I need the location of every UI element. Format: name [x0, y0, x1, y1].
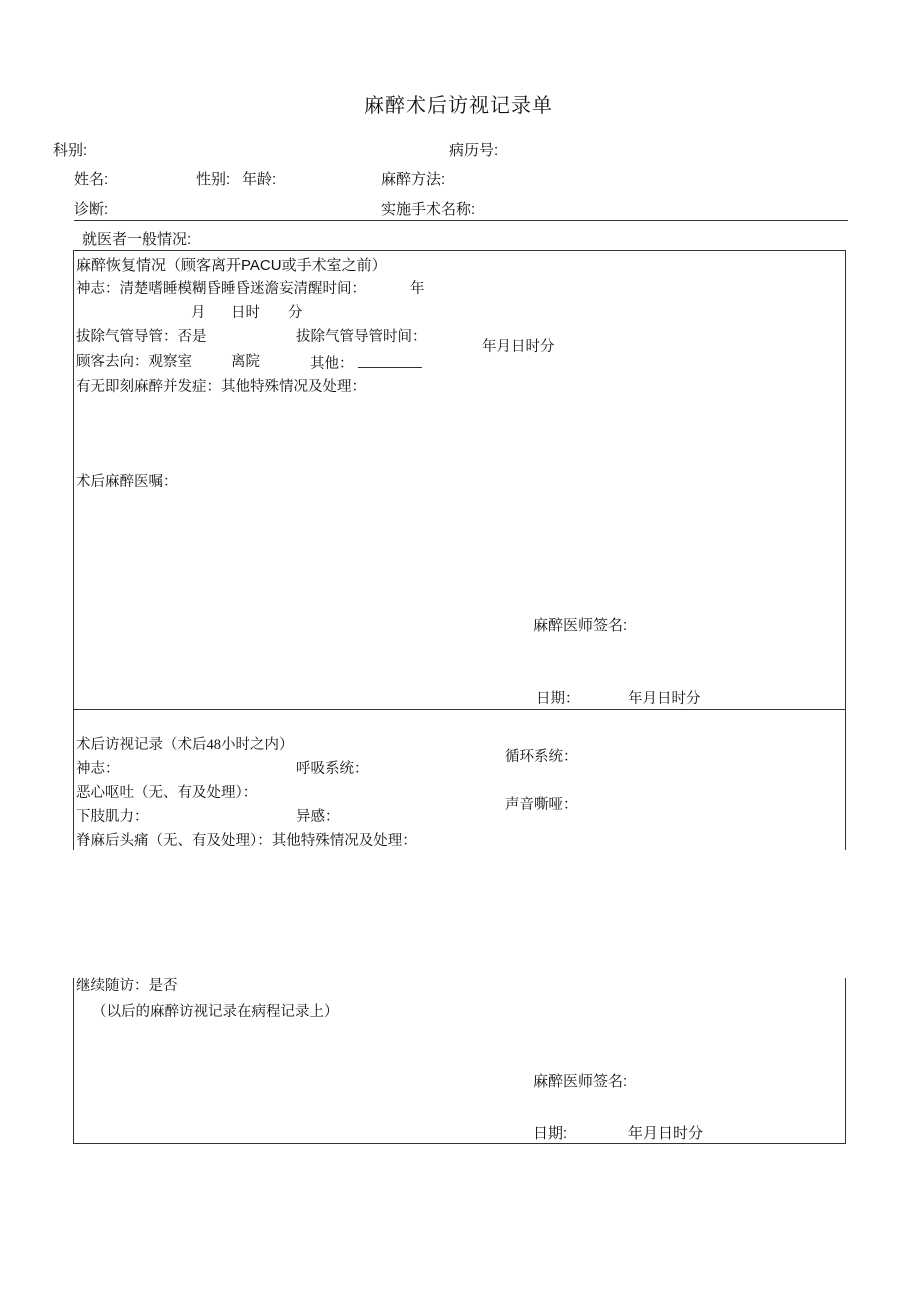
- recovery-box-left: [73, 250, 74, 710]
- recovery-signature-label: 麻醉医师签名:: [533, 617, 628, 634]
- nausea-label: 恶心呕吐（无、有及处理）：: [76, 785, 258, 801]
- page-title: 麻醉术后访视记录单: [364, 95, 553, 117]
- destination-line: 顾客去向：观察室: [76, 354, 192, 370]
- hoarseness-label: 声音嘶哑：: [505, 797, 578, 813]
- wake-day-hour: 日时: [231, 305, 260, 321]
- continue-box-right: [845, 978, 846, 1144]
- continue-followup-label: 继续随访：是否: [76, 978, 178, 994]
- recovery-box-bottom: [73, 709, 846, 710]
- wake-year: 年: [410, 281, 425, 297]
- destination-other: [310, 355, 422, 372]
- complications-line: 有无即刻麻醉并发症：其他特殊情况及处理：: [76, 379, 366, 395]
- consciousness-line: 神志：清楚嗜睡模糊昏睡昏迷澹妄清醒时间：: [76, 281, 366, 297]
- header-divider: [74, 220, 848, 221]
- age-label: 年龄:: [242, 171, 277, 188]
- limb-strength-label: 下肢肌力：: [76, 809, 149, 825]
- recovery-date-label: 日期：: [536, 691, 580, 707]
- followup-heading: 术后访视记录（术后48小时之内）: [76, 737, 294, 753]
- followup-box-left: [73, 710, 74, 850]
- headache-label: 脊麻后头痛（无、有及处理）：其他特殊情况及处理：: [76, 833, 417, 849]
- recovery-date-value: 年月日时分: [628, 691, 701, 707]
- destination-other-blank[interactable]: [358, 355, 422, 368]
- extubation-time-label: 拔除气管导管时间：: [296, 329, 427, 345]
- wake-month: 月: [191, 305, 206, 321]
- wake-minute: 分: [288, 305, 303, 321]
- patient-name-label: 姓名:: [74, 171, 109, 188]
- followup-consciousness-label: 神志：: [76, 761, 120, 777]
- diagnosis-label: 诊断:: [74, 201, 109, 218]
- extubation-datetime: 年月日时分: [482, 339, 555, 355]
- continue-signature-label: 麻醉医师签名:: [533, 1073, 628, 1090]
- record-number-label: 病历号:: [449, 142, 499, 159]
- followup-box-right: [845, 710, 846, 850]
- circulation-label: 循环系统：: [505, 749, 578, 765]
- destination-other-label: 其他：: [310, 356, 354, 372]
- recovery-box-right: [845, 250, 846, 710]
- continue-date-value: 年月日时分: [628, 1125, 704, 1142]
- general-condition-label: 就医者一般情况:: [82, 231, 192, 248]
- anesthesia-method-label: 麻醉方法:: [381, 171, 446, 188]
- destination-discharge: 离院: [231, 354, 260, 370]
- recovery-box-top: [73, 250, 846, 251]
- continue-date-label: 日期:: [533, 1125, 568, 1142]
- abnormal-sensation-label: 异感：: [296, 809, 340, 825]
- continue-followup-note: （以后的麻醉访视记录在病程记录上）: [92, 1004, 339, 1020]
- continue-box-left: [73, 978, 74, 1144]
- respiratory-label: 呼吸系统：: [296, 761, 369, 777]
- extubation-line: 拔除气管导管：否是: [76, 329, 207, 345]
- postop-orders-label: 术后麻醉医嘱：: [76, 474, 178, 490]
- recovery-heading: 麻醉恢复情况（顾客离开PACU或手术室之前）: [76, 257, 387, 274]
- department-label: 科别:: [53, 142, 88, 159]
- surgery-name-label: 实施手术名称:: [381, 201, 476, 218]
- continue-box-bottom: [73, 1143, 846, 1144]
- gender-label: 性别:: [196, 171, 231, 188]
